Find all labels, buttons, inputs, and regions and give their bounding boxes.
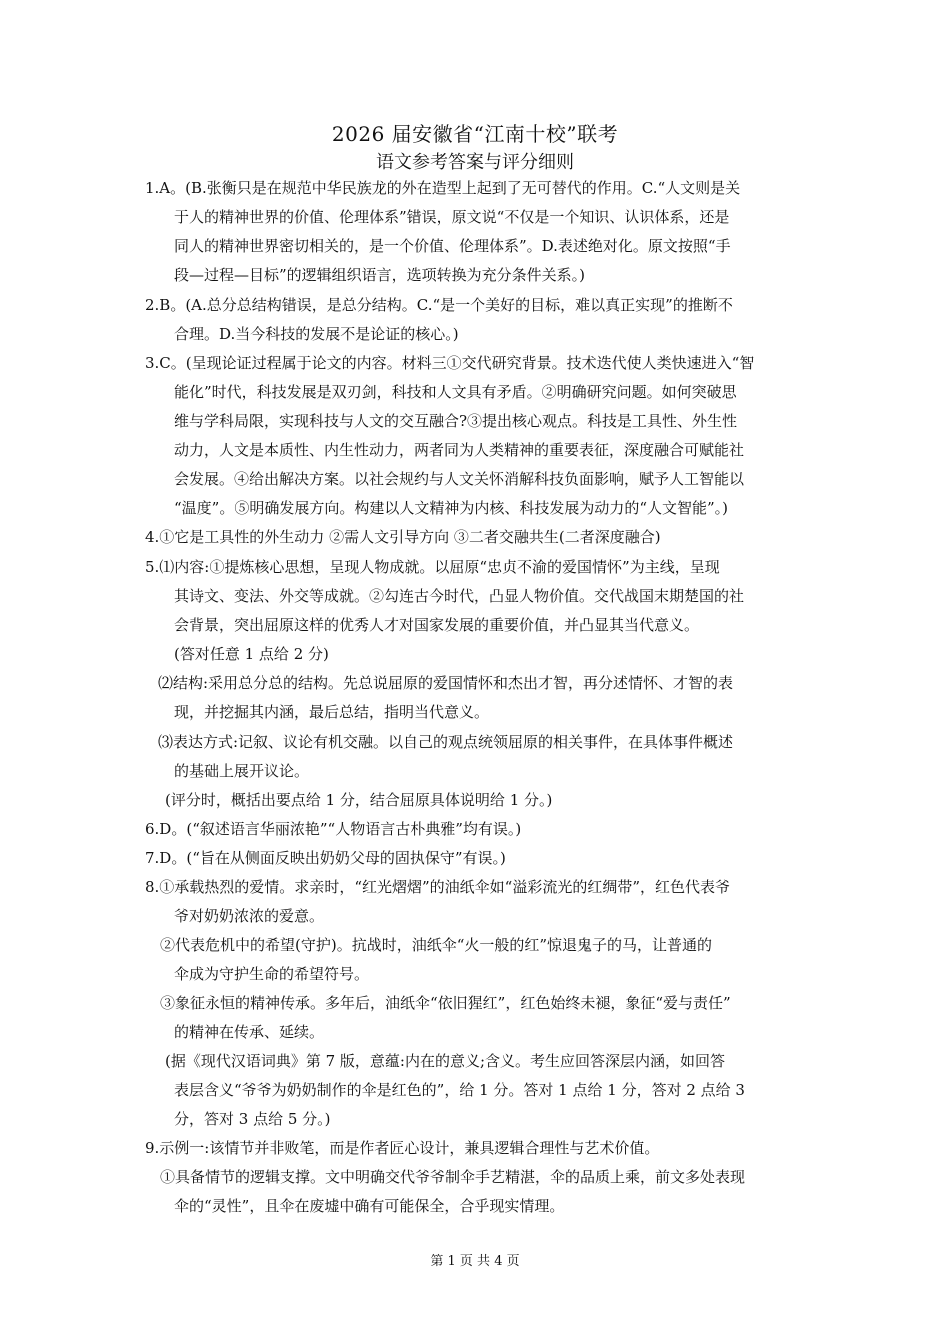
page-number: 第 1 页 共 4 页 <box>430 1254 520 1269</box>
scoring-note: (答对任意 1 点给 2 分) <box>174 645 329 663</box>
answer-line: 1.A。(B.张衡只是在规范中华民族龙的外在造型上起到了无可替代的作用。C.“人文则是关 <box>145 179 741 197</box>
answer-line: 6.D。(“叙述语言华丽浓艳”“人物语言古朴典雅”均有误。) <box>145 820 522 838</box>
answer-line: ①具备情节的逻辑支撑。文中明确交代爷爷制伞手艺精湛，伞的品质上乘，前文多处表现 <box>160 1168 746 1186</box>
answer-line: 8.①承载热烈的爱情。求亲时，“红光熠熠”的油纸伞如“溢彩流光的红绸带”，红色代表爷 <box>145 878 730 896</box>
answer-line: ②代表危机中的希望(守护)。抗战时，油纸伞“火一般的红”惊退鬼子的马，让普通的 <box>160 936 713 954</box>
answer-line: ⑶表达方式:记叙、议论有机交融。以自己的观点统领屈原的相关事件，在具体事件概述 <box>158 733 734 751</box>
answer-line: 段—过程—目标”的逻辑组织语言，选项转换为充分条件关系。) <box>174 266 586 284</box>
answer-line: 的基础上展开议论。 <box>174 762 310 780</box>
answer-line: “温度”。⑤明确发展方向。构建以人文精神为内核、科技发展为动力的“人文智能”。) <box>174 499 729 517</box>
answer-line: 同人的精神世界密切相关的，是一个价值、伦理体系”。D.表述绝对化。原文按照“手 <box>174 237 731 255</box>
page-subtitle: 语文参考答案与评分细则 <box>376 152 574 173</box>
answer-line: 爷对奶奶浓浓的爱意。 <box>174 907 325 925</box>
answer-line: 会发展。④给出解决方案。以社会规约与人文关怀消解科技负面影响，赋予人工智能以 <box>174 470 745 488</box>
scoring-note: (据《现代汉语词典》第 7 版，意蕴:内在的意义;含义。考生应回答深层内涵，如回答 <box>165 1052 726 1070</box>
scoring-note: (评分时，概括出要点给 1 分，结合屈原具体说明给 1 分。) <box>165 791 553 809</box>
scoring-note: 表层含义“爷爷为奶奶制作的伞是红色的”，给 1 分。答对 1 点给 1 分，答对 2 点给 3 <box>174 1081 745 1099</box>
answer-line: 合理。D.当今科技的发展不是论证的核心。) <box>174 325 459 343</box>
answer-line: 能化”时代，科技发展是双刃剑，科技和人文具有矛盾。②明确研究问题。如何突破思 <box>174 383 737 401</box>
answer-line: ⑵结构:采用总分总的结构。先总说屈原的爱国情怀和杰出才智，再分述情怀、才智的表 <box>158 674 734 692</box>
answer-line: 5.⑴内容:①提炼核心思想，呈现人物成就。以屈原“忠贞不渝的爱国情怀”为主线，呈现 <box>145 558 720 576</box>
answer-line: 动力，人文是本质性、内生性动力，两者同为人类精神的重要表征，深度融合可赋能社 <box>174 441 745 459</box>
scoring-note: 分，答对 3 点给 5 分。) <box>174 1110 331 1128</box>
answer-line: 9.示例一:该情节并非败笔，而是作者匠心设计，兼具逻辑合理性与艺术价值。 <box>145 1139 660 1157</box>
answer-line: 3.C。(呈现论证过程属于论文的内容。材料三①交代研究背景。技术迭代使人类快速进入“智 <box>145 354 755 372</box>
answer-line: 会背景，突出屈原这样的优秀人才对国家发展的重要价值，并凸显其当代意义。 <box>174 616 700 634</box>
answer-line: 4.①它是工具性的外生动力 ②需人文引导方向 ③二者交融共生(二者深度融合) <box>145 528 661 546</box>
answer-line: 其诗文、变法、外交等成就。②勾连古今时代，凸显人物价值。交代战国末期楚国的社 <box>174 587 745 605</box>
answer-line: ③象征永恒的精神传承。多年后，油纸伞“依旧猩红”，红色始终未褪，象征“爱与责任” <box>160 994 731 1012</box>
answer-line: 7.D。(“旨在从侧面反映出奶奶父母的固执保守”有误。) <box>145 849 506 867</box>
answer-line: 伞成为守护生命的希望符号。 <box>174 965 370 983</box>
answer-line: 于人的精神世界的价值、伦理体系”错误，原文说“不仅是一个知识、认识体系，还是 <box>174 208 730 226</box>
answer-line: 维与学科局限，实现科技与人文的交互融合?③提出核心观点。科技是工具性、外生性 <box>174 412 738 430</box>
page-title: 2026 届安徽省“江南十校”联考 <box>331 122 619 146</box>
answer-line: 现，并挖掘其内涵，最后总结，指明当代意义。 <box>174 703 490 721</box>
answer-line: 的精神在传承、延续。 <box>174 1023 325 1041</box>
answer-line: 2.B。(A.总分总结构错误，是总分结构。C.“是一个美好的目标，难以真正实现”的推断不 <box>145 296 733 314</box>
answer-line: 伞的“灵性”，且伞在废墟中确有可能保全，合乎现实情理。 <box>174 1197 565 1215</box>
